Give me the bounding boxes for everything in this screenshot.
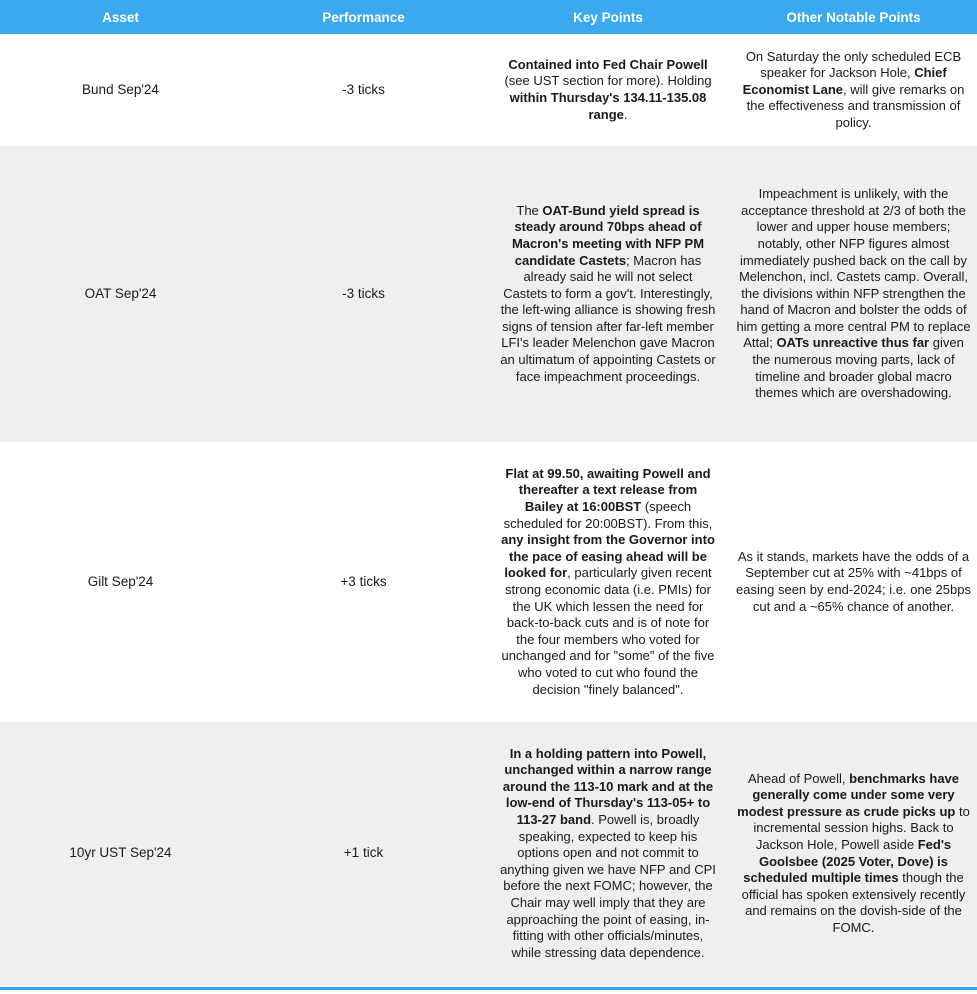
asset-cell: OAT Sep'24: [0, 146, 241, 442]
key-points-cell: [486, 722, 730, 985]
table-bottom-rule: [0, 987, 977, 990]
table-row-gilt: [0, 442, 977, 722]
table-row-oat: [0, 146, 977, 442]
asset-cell: Bund Sep'24: [82, 81, 159, 97]
bold-text-run: any insight from the Governor into the pace of easing ahead will be looked for: [501, 532, 715, 581]
other-points-cell: [730, 34, 977, 146]
text-run: (speech scheduled for 20:00BST). From this,: [503, 499, 713, 531]
text-run: .: [623, 106, 628, 122]
bold-text-run: Chief Economist Lane: [742, 65, 947, 97]
header-row: [0, 0, 977, 34]
header-key-points: Key Points: [486, 0, 730, 34]
performance-cell: +1 tick: [241, 722, 486, 985]
text-run: (see UST section for more). Holding: [504, 73, 712, 89]
text-run: Impeachment is unlikely, with the acceptance threshold at 2/3 of both the lower and upper house members; notably, other NFP figures almost immediately pushed back on the call by Melenchon, incl. Castets camp. Overall, the divisions within NFP strengthen the hand of Macron and bolster the odds of him getting a more central PM to replace Attal;: [736, 186, 971, 351]
asset-cell: 10yr UST Sep'24: [0, 722, 241, 985]
performance-cell: +3 ticks: [340, 573, 387, 589]
key-points-cell: [486, 146, 730, 442]
table-row-ust: [0, 722, 977, 985]
bold-text-run: Flat at 99.50, awaiting Powell and thereafter a text release from Bailey at 16:00BST: [505, 465, 711, 515]
text-run: to incremental session highs. Back to Jackson Hole, Powell aside: [753, 803, 970, 852]
asset-cell: Gilt Sep'24: [87, 573, 154, 589]
text-run: given the numerous moving parts, lack of timeline and broader global macro themes which are overshadowing.: [752, 335, 964, 401]
text-run: The: [516, 202, 543, 218]
other-points-cell: [730, 442, 977, 722]
table-header: [0, 0, 977, 34]
bold-text-run: Fed's Goolsbee (2025 Voter, Dove) is scheduled multiple times: [743, 836, 952, 886]
text-run: Ahead of Powell,: [747, 770, 850, 786]
header-performance: Performance: [241, 0, 486, 34]
header-asset: Asset: [0, 0, 241, 34]
text-run: though the official has spoken extensively recently and remains on the dovish-side of the FOMC.: [741, 870, 966, 935]
text-run: . Powell is, broadly speaking, expected to keep his options open and not commit to anything given we have NFP and CPI before the next FOMC; however, the Chair may well imply that they are approaching the point of easing, in-fitting with other officials/minutes, while stressing data dependence.: [500, 812, 716, 960]
text-run: , will give remarks on the effectiveness and transmission of policy.: [746, 81, 965, 130]
bold-text-run: Contained into Fed Chair Powell: [508, 56, 708, 72]
other-points-cell: [730, 146, 977, 442]
header-other-notable-points: Other Notable Points: [730, 0, 977, 34]
text-run: On Saturday the only scheduled ECB speaker for Jackson Hole,: [745, 48, 962, 81]
performance-cell: -3 ticks: [241, 146, 486, 442]
performance-cell: -3 ticks: [342, 81, 385, 97]
table-body: [0, 34, 977, 985]
text-run: As it stands, markets have the odds of a September cut at 25% with ~41bps of easing seen by end-2024; i.e. one 25bps cut and a ~65% chance of another.: [736, 548, 971, 614]
bold-text-run: benchmarks have generally come under some very modest pressure as crude picks up: [737, 770, 960, 819]
text-run: , particularly given recent strong economic data (i.e. PMIs) for the UK which lessen the need for back-to-back cuts and is of note for the four members who voted for unchanged and for "some" of the five who voted to cut who found the decision "finely balanced".: [501, 565, 715, 697]
bold-text-run: In a holding pattern into Powell, unchanged within a narrow range around the 113-10 mark and at the low-end of Thursday's 113-05+ to 113-27 band: [502, 745, 714, 828]
bold-text-run: within Thursday's 134.11-135.08 range: [509, 90, 707, 122]
bold-text-run: OATs unreactive thus far: [776, 335, 930, 351]
table-row-bund: [0, 34, 977, 146]
key-points-cell: [486, 34, 730, 146]
key-points-cell: [486, 442, 730, 722]
text-run: ; Macron has already said he will not select Castets to form a gov't. Interestingly, the left-wing alliance is showing fresh signs of tension after far-left member LFI's leader Melenchon gave Macron an ultimatum of appointing Castets or face impeachment proceedings.: [500, 252, 716, 384]
bold-text-run: OAT-Bund yield spread is steady around 70bps ahead of Macron's meeting with NFP PM candidate Castets: [511, 202, 705, 268]
other-points-cell: [730, 722, 977, 985]
